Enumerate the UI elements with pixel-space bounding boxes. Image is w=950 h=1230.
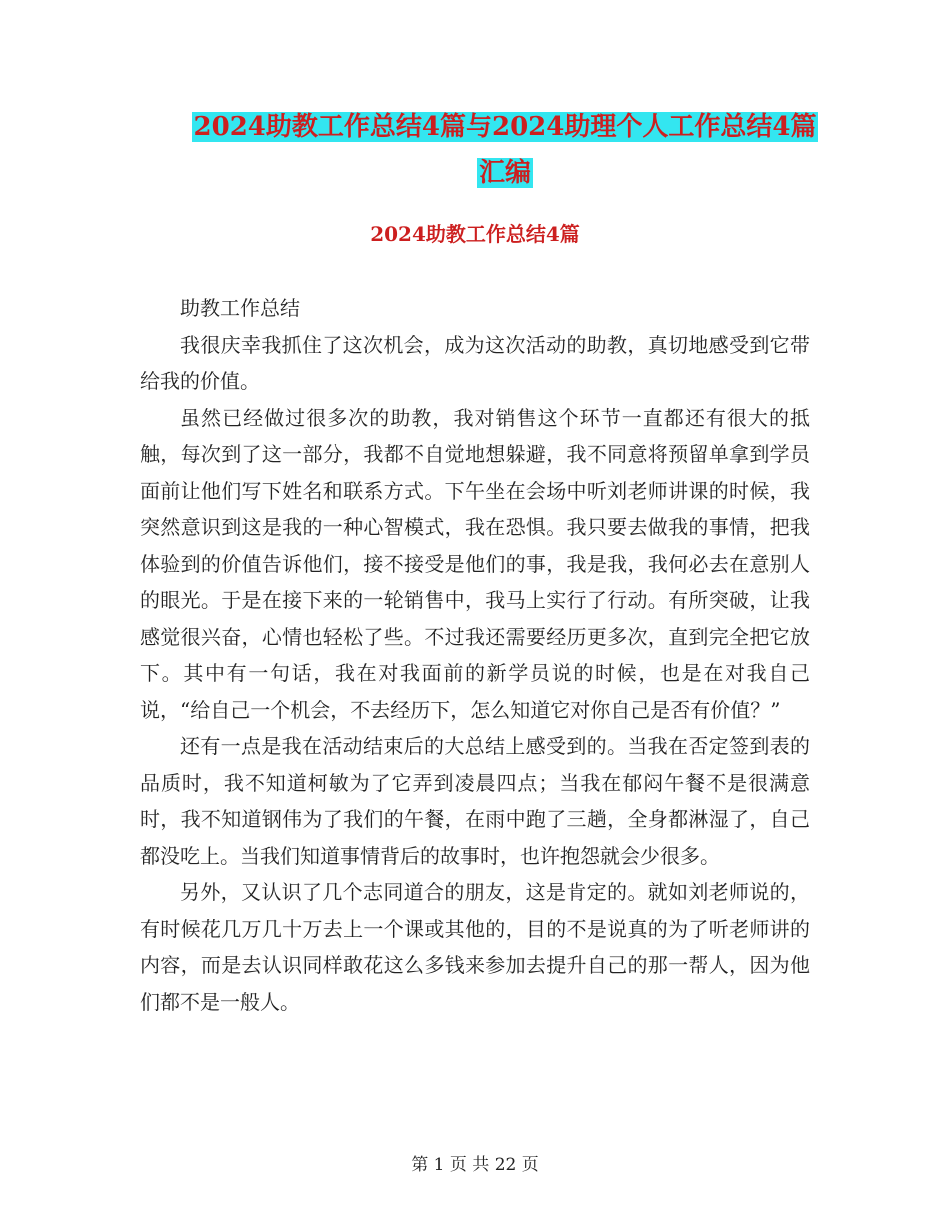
document-body bbox=[140, 290, 810, 1020]
section-title: 2024助教工作总结4篇 bbox=[370, 222, 580, 246]
paragraph: 我很庆幸我抓住了这次机会，成为这次活动的助教，真切地感受到它带给我的价值。 bbox=[140, 332, 810, 393]
paragraph: 另外，又认识了几个志同道合的朋友，这是肯定的。就如刘老师说的，有时候花几万几十万去上一个课或其他的，目的不是说真的为了听老师讲的内容，而是去认识同样敢花这么多钱来参加去提升自己的那一帮人，因为他们都不是一般人。 bbox=[140, 880, 810, 1014]
paragraph: 助教工作总结 bbox=[180, 296, 300, 320]
title-line-1: 2024助教工作总结4篇与2024助理个人工作总结4篇 bbox=[193, 112, 817, 142]
title-line-2: 汇编 bbox=[478, 158, 531, 188]
document-title bbox=[100, 104, 910, 196]
page-footer: 第 1 页 共 22 页 bbox=[411, 1155, 539, 1175]
paragraph: 还有一点是我在活动结束后的大总结上感受到的。当我在否定签到表的品质时，我不知道柯敏为了它弄到凌晨四点；当我在郁闷午餐不是很满意时，我不知道钢伟为了我们的午餐，在雨中跑了三趟，全身都淋湿了，自己都没吃上。当我们知道事情背后的故事时，也许抱怨就会少很多。 bbox=[140, 734, 810, 868]
paragraph: 虽然已经做过很多次的助教，我对销售这个环节一直都还有很大的抵触，每次到了这一部分，我都不自觉地想躲避，我不同意将预留单拿到学员面前让他们写下姓名和联系方式。下午坐在会场中听刘老师讲课的时候，我突然意识到这是我的一种心智模式，我在恐惧。我只要去做我的事情，把我体验到的价值告诉他们，接不接受是他们的事，我是我，我何必去在意别人的眼光。于是在接下来的一轮销售中，我马上实行了行动。有所突破，让我感觉很兴奋，心情也轻松了些。不过我还需要经历更多次，直到完全把它放下。其中有一句话，我在对我面前的新学员说的时候，也是在对我自己说，“给自己一个机会，不去经历下，怎么知道它对你自己是否有价值？” bbox=[140, 405, 810, 722]
